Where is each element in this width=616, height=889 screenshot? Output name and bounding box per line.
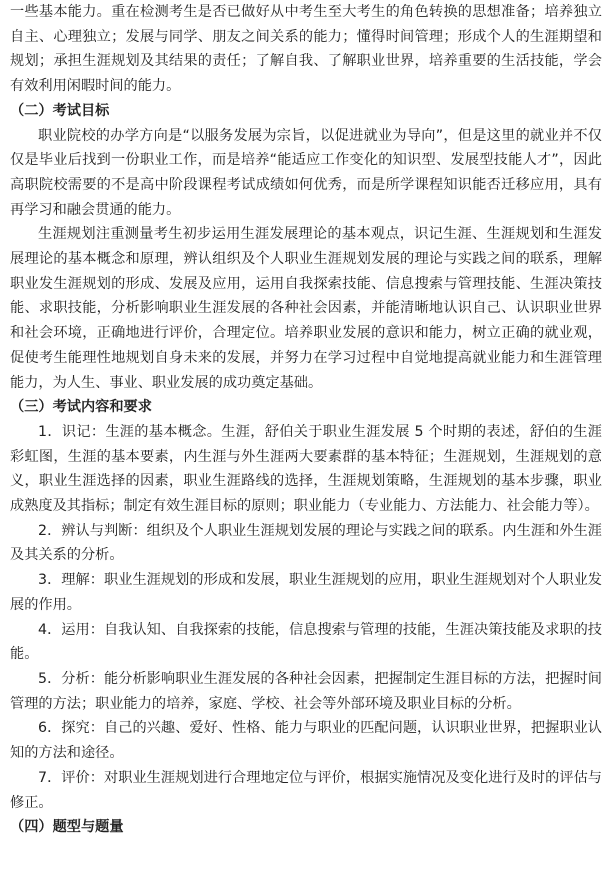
list-item-understand: 3．理解：职业生涯规划的形成和发展，职业生涯规划的应用，职业生涯规划对个人职业发展的作用。 [10, 572, 602, 613]
paragraph-career-planning-focus: 生涯规划注重测量考生初步运用生涯发展理论的基本观点，识记生涯、生涯规划和生涯发展理论的基本概念和原理，辨认组织及个人职业生涯规划发展的理论与实践之间的联系，理解职业发生涯规划的形成、发展及应用，运用自我探索技能、信息搜索与管理技能、生涯决策技能、求职技能，分析影响职业生涯发展的各种社会因素，并能清晰地认识自己、认识职业世界和社会环境，正确地进行评价，合理定位。培养职业发展的意识和能力，树立正确的就业观，促使考生能理性地规划自身未来的发展，并努力在学习过程中自觉地提高就业能力和生涯管理能力，为人生、事业、职业发展的成功奠定基础。 [10, 226, 602, 391]
paragraph-school-direction: 职业院校的办学方向是“以服务发展为宗旨，以促进就业为导向”，但是这里的就业并不仅仅是毕业后找到一份职业工作，而是培养“能适应工作变化的知识型、发展型技能人才”，因此高职院校需要的不是高中阶段课程考试成绩如何优秀，而是所学课程知识能否迁移应用，具有再学习和融会贯通的能力。 [10, 127, 602, 218]
heading-question-types: （四）题型与题量 [10, 819, 124, 836]
list-item-evaluate: 7．评价：对职业生涯规划进行合理地定位与评价，根据实施情况及变化进行及时的评估与修正。 [10, 769, 602, 811]
heading-exam-objectives: （二）考试目标 [10, 102, 110, 119]
list-item-explore: 6．探究：自己的兴趣、爱好、性格、能力与职业的匹配问题，认识职业世界，把握职业认知的方法和途径。 [10, 720, 602, 762]
list-item-memorize: 1．识记：生涯的基本概念。生涯，舒伯关于职业生涯发展 5 个时期的表述，舒伯的生涯彩虹图，生涯的基本要素，内生涯与外生涯两大要素群的基本特征；生涯规划，生涯规划的意义，职业生涯选择的因素，职业生涯路线的选择，生涯规划策略，生涯规划的基本步骤，职业成熟度及其指标；制定有效生涯目标的原则；职业能力（专业能力、方法能力、社会能力等）。 [10, 423, 602, 515]
list-item-identify: 2．辨认与判断：组织及个人职业生涯规划发展的理论与实践之间的联系。内生涯和外生涯及其关系的分析。 [10, 522, 602, 564]
heading-exam-content: （三）考试内容和要求 [10, 399, 152, 416]
document-page [10, 0, 602, 840]
list-item-analyze: 5．分析：能分析影响职业生涯发展的各种社会因素，把握制定生涯目标的方法，把握时间管理的方法；职业能力的培养，家庭、学校、社会等外部环境及职业目标的分析。 [10, 670, 602, 712]
list-item-apply: 4．运用：自我认知、自我探索的技能，信息搜索与管理的技能，生涯决策技能及求职的技能。 [10, 621, 602, 663]
paragraph-basic-abilities: 一些基本能力。重在检测考生是否已做好从中考生至大考生的角色转换的思想准备；培养独立自主、心理独立；发展与同学、朋友之间关系的能力；懂得时间管理；形成个人的生涯期望和规划；承担生涯规划及其结果的责任；了解自我、了解职业世界，培养重要的生活技能，学会有效利用闲暇时间的能力。 [10, 4, 602, 95]
